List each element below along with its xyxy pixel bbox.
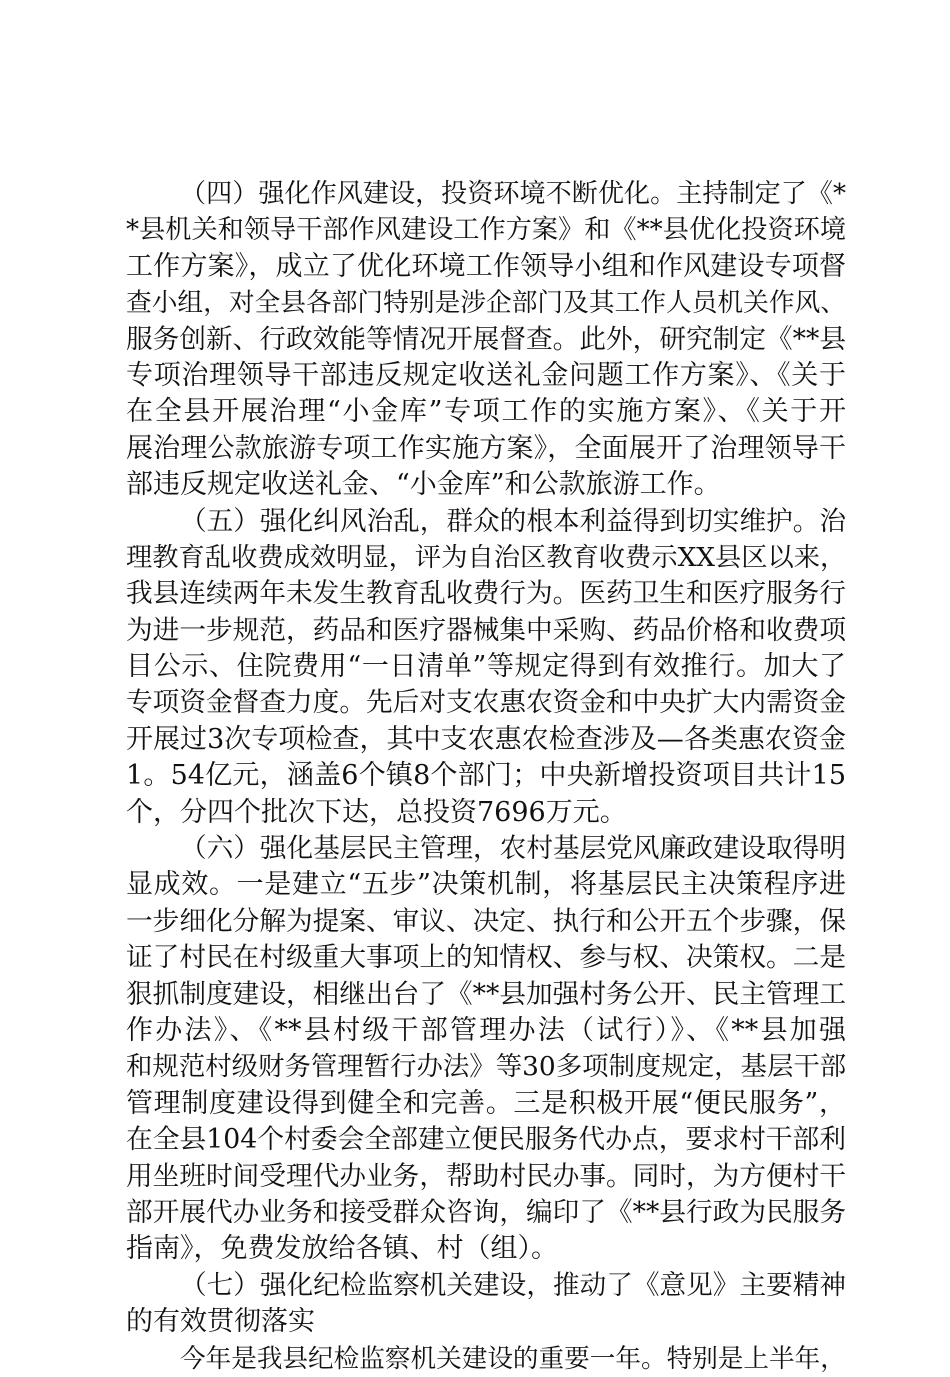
text-line: 展治理公款旅游专项工作实施方案》，全面展开了治理领导干 xyxy=(126,432,846,464)
text-line: 在全县开展治理“小金库”专项工作的实施方案》、《关于开 xyxy=(126,396,846,428)
text-line: 和规范村级财务管理暂行办法》等30多项制度规定，基层干部 xyxy=(126,1051,847,1083)
text-line: 我县连续两年未发生教育乱收费行为。医药卫生和医疗服务行 xyxy=(126,578,846,610)
text-line: （六）强化基层民主管理，农村基层党风廉政建设取得明 xyxy=(180,833,846,865)
text-line: 工作方案》，成立了优化环境工作领导小组和作风建设专项督 xyxy=(126,250,846,282)
paragraph-section-4 xyxy=(126,176,846,504)
text-line: （五）强化纠风治乱，群众的根本利益得到切实维护。治 xyxy=(180,505,846,537)
text-line: 1。54亿元，涵盖6个镇8个部门；中央新增投资项目共计15 xyxy=(126,760,846,792)
text-line: 理教育乱收费成效明显，评为自治区教育收费示XX县区以来， xyxy=(126,542,847,573)
text-line: *县机关和领导干部作风建设工作方案》和《**县优化投资环境 xyxy=(126,215,846,246)
text-line: 开展过3次专项检查，其中支农惠农检查涉及—各类惠农资金 xyxy=(126,723,846,755)
text-line: 目公示、住院费用“一日清单”等规定得到有效推行。加大了 xyxy=(126,651,846,683)
text-line: 部开展代办业务和接受群众咨询，编印了《**县行政为民服务 xyxy=(126,1196,846,1228)
text-line: 服务创新、行政效能等情况开展督查。此外，研究制定《**县 xyxy=(126,323,846,355)
text-line: 个，分四个批次下达，总投资7696万元。 xyxy=(126,796,627,828)
text-line: 用坐班时间受理代办业务，帮助村民办事。同时，为方便村干 xyxy=(126,1160,846,1192)
text-line: 专项资金督查力度。先后对支农惠农资金和中央扩大内需资金 xyxy=(126,687,846,719)
text-line: 为进一步规范，药品和医疗器械集中采购、药品价格和收费项 xyxy=(126,614,846,646)
paragraph-section-7-body xyxy=(126,1341,846,1377)
text-line: 证了村民在村级重大事项上的知情权、参与权、决策权。二是 xyxy=(126,942,846,974)
paragraph-section-6 xyxy=(126,831,846,1268)
text-line: 管理制度建设得到健全和完善。三是积极开展“便民服务”， xyxy=(126,1087,846,1119)
text-line: 查小组，对全县各部门特别是涉企部门及其工作人员机关作风、 xyxy=(126,288,846,319)
paragraph-section-5 xyxy=(126,504,846,832)
text-line: （七）强化纪检监察机关建设，推动了《意见》主要精神 xyxy=(180,1269,846,1301)
text-line: 一步细化分解为提案、审议、决定、执行和公开五个步骤，保 xyxy=(126,905,846,937)
document-body xyxy=(126,176,846,1377)
text-line: 指南》，免费发放给各镇、村（组）。 xyxy=(126,1233,558,1265)
text-line: 作办法》、《**县村级干部管理办法（试行）》、《**县加强 xyxy=(126,1014,846,1046)
text-line: （四）强化作风建设，投资环境不断优化。主持制定了《* xyxy=(180,179,846,209)
text-line: 在全县104个村委会全部建立便民服务代办点，要求村干部利 xyxy=(126,1124,846,1156)
paragraph-section-7-heading xyxy=(126,1268,846,1341)
text-line: 显成效。一是建立“五步”决策机制，将基层民主决策程序进 xyxy=(126,869,846,901)
text-line: 今年是我县纪检监察机关建设的重要一年。特别是上半年， xyxy=(180,1343,846,1374)
text-line: 专项治理领导干部违反规定收送礼金问题工作方案》、《关于 xyxy=(126,359,846,391)
text-line: 的有效贯彻落实 xyxy=(126,1306,315,1338)
text-line: 部违反规定收送礼金、“小金库”和公款旅游工作。 xyxy=(126,469,721,501)
text-line: 狠抓制度建设，相继出台了《**县加强村务公开、民主管理工 xyxy=(126,978,846,1010)
